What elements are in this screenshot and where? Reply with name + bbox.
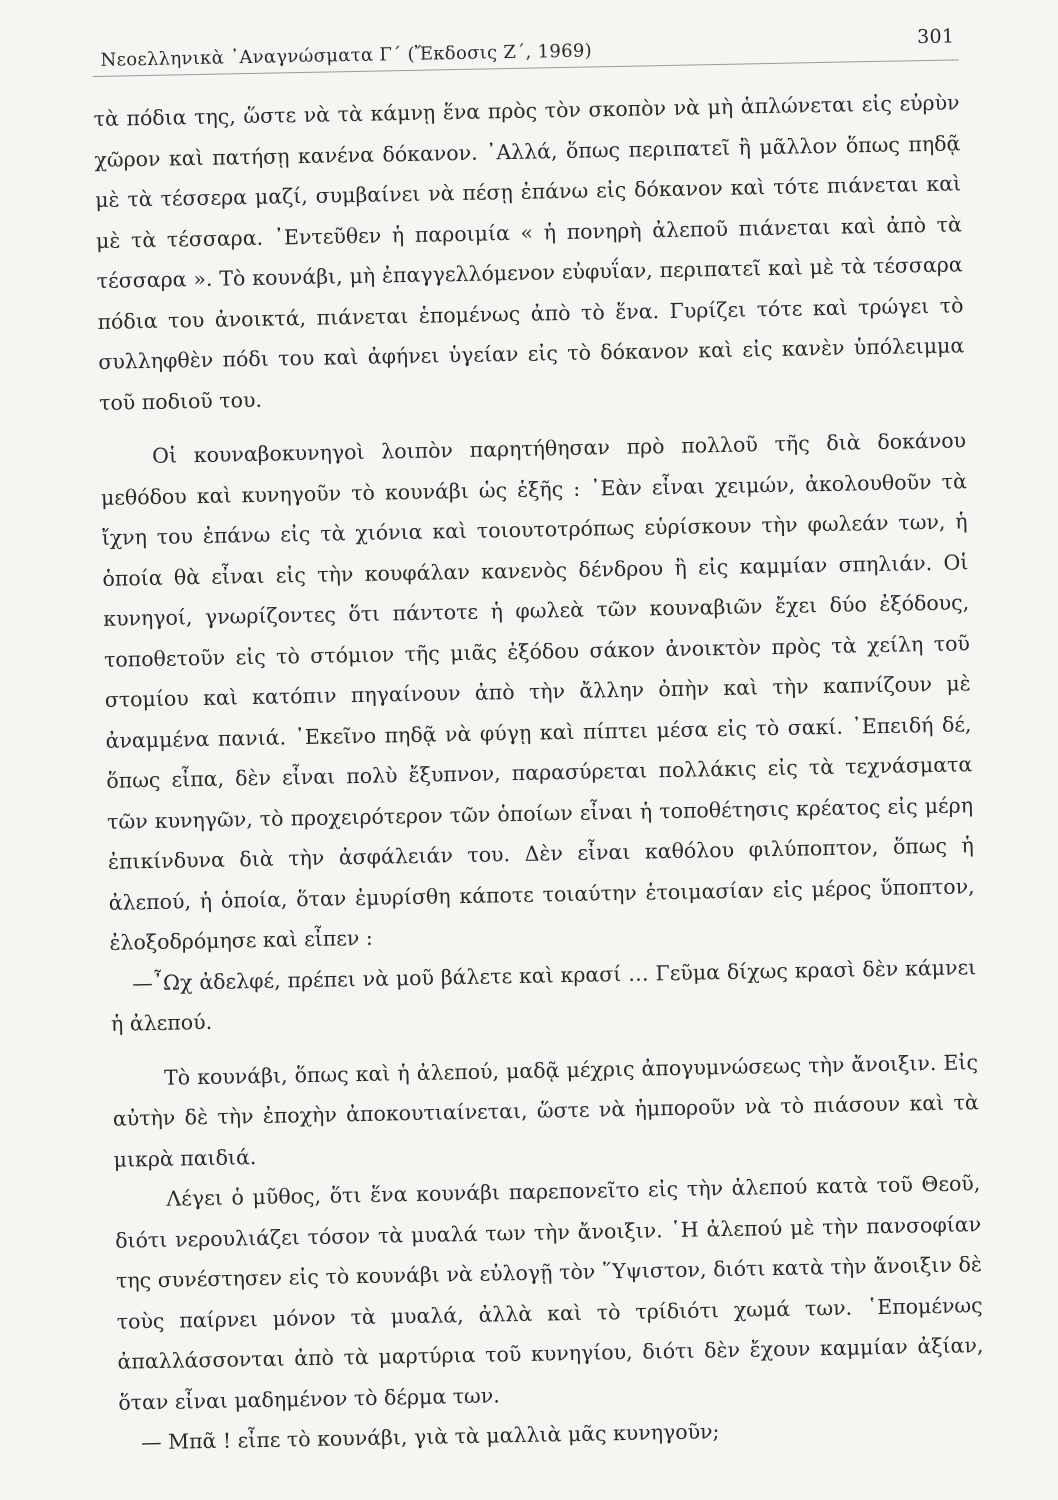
paragraph-hunters: Οἱ κουναβοκυνηγοὶ λοιπὸν παρητήθησαν πρὸ πολλοῦ τῆς διὰ δοκάνου μεθόδου καὶ κυνηγοῦν τὸ κουνάβι ὡς ἑξῆς : ᾿Εὰν εἶναι χειμών, ἀκολουθοῦν τὰ ἴχνη του ἐπάνω εἰς τὰ χιόνια καὶ τοιουτοτρόπως εὑρίσκουν τὴν φωλεάν των, ἡ ὁποία θὰ εἶναι εἰς τὴν κουφάλαν κανενὸς δένδρου ἢ εἰς καμμίαν σπηλιάν. Οἱ κυνηγοί, γνωρίζοντες ὅτι πάντοτε ἡ φωλεὰ τῶν κουναβιῶν ἔχει δύο ἐξόδους, τοποθετοῦν εἰς τὸ στόμιον τῆς μιᾶς ἐξόδου σάκον ἀνοικτὸν πρὸς τὰ χείλη τοῦ στομίου καὶ κατόπιν πηγαίνουν ἀπὸ τὴν ἄλλην ὀπὴν καὶ τὴν καπνίζουν μὲ ἀναμμένα πανιά. ᾿Εκεῖνο πηδᾷ νὰ φύγῃ καὶ πίπτει μέσα εἰς τὸ σακί. ᾿Επειδή δέ, ὅπως εἶπα, δὲν εἶναι πολὺ ἔξυπνον, παρασύρεται πολλάκις εἰς τὰ τεχνάσματα τῶν κυνηγῶν, τὸ προχειρότερον τῶν ὁποίων εἶναι ἡ τοποθέτησις κρέατος εἰς μέρη ἐπικίνδυνα διὰ τὴν ἀσφάλειάν του. Δὲν εἶναι καθόλου φιλύποπτον, ὅπως ἡ ἀλεπού, ἡ ὁποία, ὅταν ἐμυρίσθη κάποτε τοιαύτην ἑτοιμασίαν εἰς μέρος ὕποπτον, ἐλοξοδρόμησε καὶ εἶπεν :	[100, 428, 975, 955]
page-content	[92, 15, 985, 1463]
paragraph-marten-reply: — Μπᾶ ! εἶπε τὸ κουνάβι, γιὰ τὰ μαλλιὰ μᾶς κυνηγοῦν;	[140, 1419, 720, 1455]
running-header	[92, 15, 959, 77]
page-number: 301	[916, 25, 955, 49]
text-body	[93, 82, 985, 1463]
paragraph-spring: Τὸ κουνάβι, ὅπως καὶ ἡ ἀλεπού, μαδᾷ μέχρις ἀπογυμνώσεως τὴν ἄνοιξιν. Εἰς αὐτὴν δὲ τὴν ἐποχὴν ἀποκουτιαίνεται, ὥστε νὰ ἠμποροῦν νὰ τὸ πιάσουν καὶ τὰ μικρὰ παιδιά.	[112, 1049, 979, 1172]
paragraph-myth: Λέγει ὁ μῦθος, ὅτι ἕνα κουνάβι παρεπονεῖτο εἰς τὴν ἀλεπού κατὰ τοῦ Θεοῦ, διότι νερουλιάζει τόσον τὰ μυαλά των τὴν ἄνοιξιν. ῾Η ἀλεπού μὲ τὴν πανσοφίαν της συνέστησεν εἰς τὸ κουνάβι νὰ εὐλογῇ τὸν ῞Υψιστον, διότι κατὰ τὴν ἄνοιξιν δὲ τοὺς παίρνει μόνον τὰ μυαλά, ἀλλὰ καὶ τὸ τρίδιότι χωμά των. ῾Επομένως ἀπαλλάσσονται ἀπὸ τὰ μαρτύρια τοῦ κυνηγίου, διότι δὲν ἔχουν καμμίαν ἀξίαν, ὅταν εἶναι μαδημένον τὸ δέρμα των.	[114, 1171, 984, 1415]
paragraph-fox-quote: —῏Ωχ ἀδελφέ, πρέπει νὰ μοῦ βάλετε καὶ κρασί … Γεῦμα δίχως κρασὶ δὲν κάμνει ἡ ἀλεπού.	[110, 954, 977, 1036]
running-title: Νεοελληνικὰ ᾿Αναγνώσματα Γ΄ (Ἔκδοσις Ζ΄, 1969)	[100, 40, 593, 71]
paragraph-continued: τὰ πόδια της, ὥστε νὰ τὰ κάμνῃ ἕνα πρὸς τὸν σκοπὸν νὰ μὴ ἁπλώνεται εἰς εὐρὺν χῶρον καὶ πατήσῃ κανένα δόκανον. ᾿Αλλά, ὅπως περιπατεῖ ἢ μᾶλλον ὅπως πηδᾷ μὲ τὰ τέσσερα μαζί, συμβαίνει νὰ πέσῃ ἐπάνω εἰς δόκανον καὶ τότε πιάνεται καὶ μὲ τὰ τέσσαρα. ᾿Εντεῦθεν ἡ παροιμία « ἡ πονηρὴ ἀλεποῦ πιάνεται καὶ ἀπὸ τὰ τέσσαρα ». Τὸ κουνάβι, μὴ ἐπαγγελλόμενον εὐφυΐαν, περιπατεῖ καὶ μὲ τὰ τέσσαρα πόδια του ἀνοικτά, πιάνεται ἑπομένως ἀπὸ τὸ ἕνα. Γυρίζει τότε καὶ τρώγει τὸ συλληφθὲν πόδι του καὶ ἀφήνει ὑγείαν εἰς τὸ δόκανον καὶ εἰς κανὲν ὑπόλειμμα τοῦ ποδιοῦ του.	[93, 90, 965, 415]
